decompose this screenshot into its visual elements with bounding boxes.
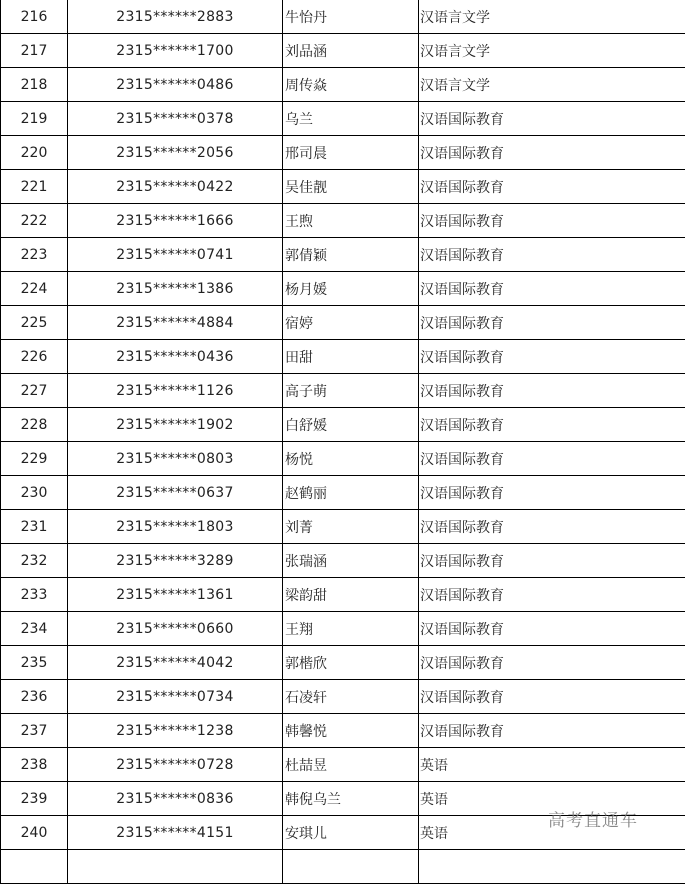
major-cell: 汉语言文学 <box>419 0 685 34</box>
student-name-cell <box>283 850 419 884</box>
major-cell: 汉语国际教育 <box>419 374 685 408</box>
table-row <box>1 510 685 544</box>
row-number-cell <box>1 850 68 884</box>
major-cell: 汉语国际教育 <box>419 340 685 374</box>
student-name-cell: 韩倪乌兰 <box>283 782 419 816</box>
table-row <box>1 578 685 612</box>
row-number-cell: 226 <box>1 340 68 374</box>
exam-id-cell: 2315******1666 <box>68 204 283 238</box>
student-name-cell: 邢司晨 <box>283 136 419 170</box>
major-cell: 汉语国际教育 <box>419 170 685 204</box>
student-name-cell: 吴佳靓 <box>283 170 419 204</box>
exam-id-cell: 2315******0422 <box>68 170 283 204</box>
table-row <box>1 238 685 272</box>
major-cell: 汉语国际教育 <box>419 204 685 238</box>
student-name-cell: 赵鹤丽 <box>283 476 419 510</box>
row-number-cell: 231 <box>1 510 68 544</box>
major-cell: 汉语言文学 <box>419 68 685 102</box>
row-number-cell: 238 <box>1 748 68 782</box>
row-number-cell: 224 <box>1 272 68 306</box>
exam-id-cell: 2315******1238 <box>68 714 283 748</box>
student-name-cell: 杨月媛 <box>283 272 419 306</box>
exam-id-cell: 2315******4042 <box>68 646 283 680</box>
student-name-cell: 梁韵甜 <box>283 578 419 612</box>
table-row <box>1 680 685 714</box>
exam-id-cell <box>68 850 283 884</box>
exam-id-cell: 2315******4151 <box>68 816 283 850</box>
exam-id-cell: 2315******2883 <box>68 0 283 34</box>
table-row-partial <box>1 850 685 884</box>
row-number-cell: 225 <box>1 306 68 340</box>
row-number-cell: 228 <box>1 408 68 442</box>
table-row <box>1 714 685 748</box>
exam-id-cell: 2315******1126 <box>68 374 283 408</box>
major-cell: 汉语国际教育 <box>419 544 685 578</box>
table-row <box>1 374 685 408</box>
table-row <box>1 476 685 510</box>
exam-id-cell: 2315******0836 <box>68 782 283 816</box>
major-cell: 汉语国际教育 <box>419 136 685 170</box>
table-row <box>1 204 685 238</box>
table-row <box>1 0 685 34</box>
exam-id-cell: 2315******0378 <box>68 102 283 136</box>
table-row <box>1 136 685 170</box>
row-number-cell: 234 <box>1 612 68 646</box>
table-row <box>1 306 685 340</box>
row-number-cell: 218 <box>1 68 68 102</box>
exam-id-cell: 2315******0741 <box>68 238 283 272</box>
student-name-cell: 刘品涵 <box>283 34 419 68</box>
student-name-cell: 宿婷 <box>283 306 419 340</box>
row-number-cell: 220 <box>1 136 68 170</box>
major-cell: 汉语国际教育 <box>419 442 685 476</box>
exam-id-cell: 2315******1386 <box>68 272 283 306</box>
exam-id-cell: 2315******0734 <box>68 680 283 714</box>
row-number-cell: 237 <box>1 714 68 748</box>
table-row <box>1 102 685 136</box>
major-cell: 汉语国际教育 <box>419 680 685 714</box>
table-row <box>1 442 685 476</box>
exam-id-cell: 2315******1902 <box>68 408 283 442</box>
row-number-cell: 227 <box>1 374 68 408</box>
student-name-cell: 郭倩颖 <box>283 238 419 272</box>
exam-id-cell: 2315******0728 <box>68 748 283 782</box>
major-cell: 汉语国际教育 <box>419 476 685 510</box>
exam-id-cell: 2315******0803 <box>68 442 283 476</box>
exam-id-cell: 2315******4884 <box>68 306 283 340</box>
exam-id-cell: 2315******3289 <box>68 544 283 578</box>
exam-id-cell: 2315******2056 <box>68 136 283 170</box>
student-name-cell: 田甜 <box>283 340 419 374</box>
student-name-cell: 刘菁 <box>283 510 419 544</box>
row-number-cell: 216 <box>1 0 68 34</box>
student-table-body <box>1 0 685 884</box>
student-name-cell: 周传焱 <box>283 68 419 102</box>
major-cell: 汉语国际教育 <box>419 306 685 340</box>
major-cell: 汉语国际教育 <box>419 578 685 612</box>
row-number-cell: 236 <box>1 680 68 714</box>
student-name-cell: 乌兰 <box>283 102 419 136</box>
table-row <box>1 340 685 374</box>
student-name-cell: 郭楷欣 <box>283 646 419 680</box>
row-number-cell: 239 <box>1 782 68 816</box>
table-row <box>1 612 685 646</box>
watermark: 高考直通车 <box>548 806 638 831</box>
major-cell: 汉语国际教育 <box>419 238 685 272</box>
student-name-cell: 张瑞涵 <box>283 544 419 578</box>
row-number-cell: 230 <box>1 476 68 510</box>
major-cell: 英语 <box>419 748 685 782</box>
student-name-cell: 石凌轩 <box>283 680 419 714</box>
exam-id-cell: 2315******0660 <box>68 612 283 646</box>
exam-id-cell: 2315******1700 <box>68 34 283 68</box>
major-cell: 英语 <box>419 782 685 816</box>
row-number-cell: 233 <box>1 578 68 612</box>
row-number-cell: 219 <box>1 102 68 136</box>
major-cell: 汉语言文学 <box>419 34 685 68</box>
table-row <box>1 170 685 204</box>
student-name-cell: 杨悦 <box>283 442 419 476</box>
row-number-cell: 232 <box>1 544 68 578</box>
major-cell: 汉语国际教育 <box>419 102 685 136</box>
major-cell: 英语 <box>419 816 685 850</box>
exam-id-cell: 2315******0436 <box>68 340 283 374</box>
student-name-cell: 安琪儿 <box>283 816 419 850</box>
major-cell: 汉语国际教育 <box>419 714 685 748</box>
row-number-cell: 217 <box>1 34 68 68</box>
student-name-cell: 高子萌 <box>283 374 419 408</box>
table-row <box>1 748 685 782</box>
table-row <box>1 646 685 680</box>
exam-id-cell: 2315******1803 <box>68 510 283 544</box>
student-name-cell: 王翔 <box>283 612 419 646</box>
exam-id-cell: 2315******0637 <box>68 476 283 510</box>
student-name-cell: 牛怡丹 <box>283 0 419 34</box>
table-row <box>1 544 685 578</box>
major-cell: 汉语国际教育 <box>419 646 685 680</box>
row-number-cell: 223 <box>1 238 68 272</box>
row-number-cell: 240 <box>1 816 68 850</box>
exam-id-cell: 2315******0486 <box>68 68 283 102</box>
table-row <box>1 272 685 306</box>
major-cell: 汉语国际教育 <box>419 612 685 646</box>
row-number-cell: 222 <box>1 204 68 238</box>
major-cell: 汉语国际教育 <box>419 272 685 306</box>
row-number-cell: 235 <box>1 646 68 680</box>
major-cell: 汉语国际教育 <box>419 510 685 544</box>
table-row <box>1 34 685 68</box>
major-cell <box>419 850 685 884</box>
student-name-cell: 王煦 <box>283 204 419 238</box>
exam-id-cell: 2315******1361 <box>68 578 283 612</box>
table-row <box>1 408 685 442</box>
student-name-cell: 白舒媛 <box>283 408 419 442</box>
student-name-cell: 韩馨悦 <box>283 714 419 748</box>
row-number-cell: 229 <box>1 442 68 476</box>
student-name-cell: 杜喆昱 <box>283 748 419 782</box>
table-row <box>1 68 685 102</box>
row-number-cell: 221 <box>1 170 68 204</box>
major-cell: 汉语国际教育 <box>419 408 685 442</box>
